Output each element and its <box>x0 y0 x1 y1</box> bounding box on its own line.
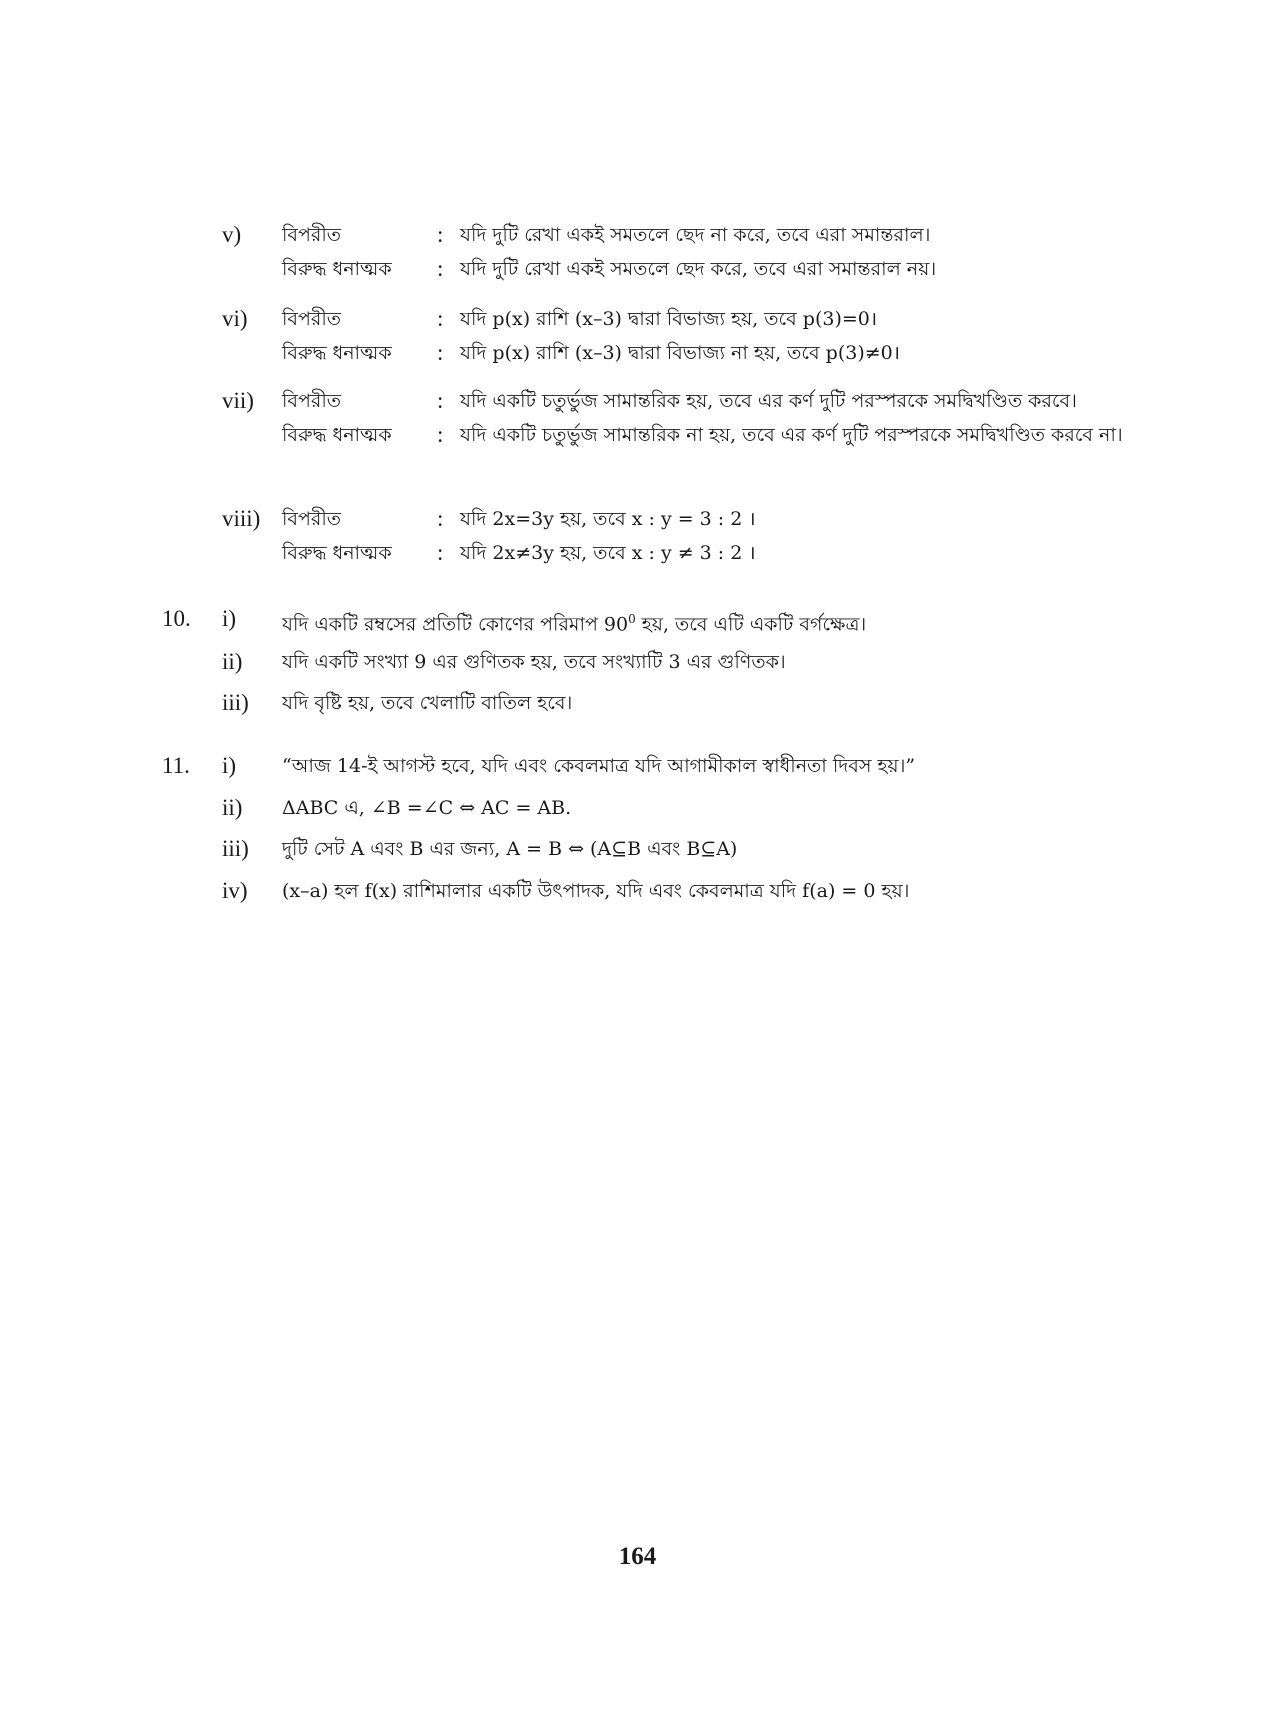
inverse-statement: যদি একটি চতুর্ভুজ সামান্তরিক না হয়, তবে এর কর্ণ দুটি পরস্পরকে সমদ্বিখণ্ডিত করবে না। <box>460 424 1123 446</box>
converse-label: বিপরীত <box>282 224 342 246</box>
sub-numeral: iv) <box>222 878 248 903</box>
converse-statement: যদি দুটি রেখা একই সমতলে ছেদ না করে, তবে এরা সমান্তরাল। <box>460 224 931 246</box>
q11-item-iii <box>0 832 1275 866</box>
colon: : <box>437 506 444 531</box>
pair-vi <box>222 302 1182 370</box>
text-part: যদি একটি রম্বসের প্রতিটি কোণের পরিমাপ 90 <box>282 613 629 636</box>
page-number: 164 <box>618 1543 657 1570</box>
q10-item-ii <box>0 645 1275 679</box>
inverse-label: বিরুদ্ধ ধনাত্মক <box>282 258 392 280</box>
question-number: 10. <box>162 606 191 631</box>
converse-line <box>222 302 1182 336</box>
converse-statement: যদি একটি চতুর্ভুজ সামান্তরিক হয়, তবে এর কর্ণ দুটি পরস্পরকে সমদ্বিখণ্ডিত করবে। <box>460 390 1077 412</box>
colon: : <box>437 256 444 281</box>
pair-vii <box>222 384 1182 488</box>
roman-numeral: viii) <box>222 506 261 531</box>
converse-statement: যদি 2x=3y হয়, তবে x : y = 3 : 2 । <box>460 508 756 530</box>
inverse-statement: যদি দুটি রেখা একই সমতলে ছেদ করে, তবে এরা সমান্তরাল নয়। <box>460 258 937 280</box>
q11-item-i <box>0 749 1275 783</box>
inverse-label: বিরুদ্ধ ধনাত্মক <box>282 342 392 364</box>
sub-numeral: i) <box>222 753 237 778</box>
colon: : <box>437 422 444 447</box>
roman-numeral: v) <box>222 222 242 247</box>
inverse-line <box>222 536 1182 570</box>
sub-numeral: i) <box>222 606 237 631</box>
colon: : <box>437 340 444 365</box>
question-text: দুটি সেট A এবং B এর জন্য, A = B ⇔ (A⊆B এবং B⊆A) <box>282 838 738 860</box>
colon: : <box>437 540 444 565</box>
roman-numeral: vii) <box>222 388 254 413</box>
converse-label: বিপরীত <box>282 308 342 330</box>
question-text: “আজ 14-ই আগস্ট হবে, যদি এবং কেবলমাত্র যদি আগামীকাল স্বাধীনতা দিবস হয়।” <box>282 755 916 777</box>
converse-line <box>222 384 1182 418</box>
inverse-line <box>222 252 1182 286</box>
sub-numeral: iii) <box>222 836 249 861</box>
inverse-statement: যদি p(x) রাশি (x–3) দ্বারা বিভাজ্য না হয়, তবে p(3)≠0। <box>460 342 900 364</box>
text-part: হয়, তবে এটি একটি বর্গক্ষেত্র। <box>635 613 867 636</box>
q10-item-iii <box>0 686 1275 720</box>
pair-v <box>222 218 1182 286</box>
colon: : <box>437 388 444 413</box>
roman-numeral: vi) <box>222 306 248 331</box>
colon: : <box>437 222 444 247</box>
question-text: (x–a) হল f(x) রাশিমালার একটি উৎপাদক, যদি এবং কেবলমাত্র যদি f(a) = 0 হয়। <box>282 880 910 902</box>
question-text <box>282 602 866 641</box>
sub-numeral: ii) <box>222 795 243 820</box>
q11-item-ii <box>0 791 1275 825</box>
inverse-line <box>222 336 1182 370</box>
q11-item-iv <box>0 874 1275 908</box>
question-text: যদি একটি সংখ্যা 9 এর গুণিতক হয়, তবে সংখ্যাটি 3 এর গুণিতক। <box>282 651 786 673</box>
sub-numeral: iii) <box>222 690 249 715</box>
question-text: যদি বৃষ্টি হয়, তবে খেলাটি বাতিল হবে। <box>282 692 573 714</box>
converse-label: বিপরীত <box>282 390 342 412</box>
q10-item-i <box>0 602 1275 636</box>
degree-superscript: 0 <box>628 612 636 626</box>
converse-line <box>222 502 1182 536</box>
pair-viii <box>222 502 1182 570</box>
inverse-line <box>222 418 1182 488</box>
converse-label: বিপরীত <box>282 508 342 530</box>
converse-statement: যদি p(x) রাশি (x–3) দ্বারা বিভাজ্য হয়, তবে p(3)=0। <box>460 308 878 330</box>
colon: : <box>437 306 444 331</box>
question-number: 11. <box>162 753 190 778</box>
converse-line <box>222 218 1182 252</box>
inverse-label: বিরুদ্ধ ধনাত্মক <box>282 424 392 446</box>
question-text: ΔABC এ, ∠B =∠C ⇔ AC = AB. <box>282 797 572 819</box>
inverse-label: বিরুদ্ধ ধনাত্মক <box>282 542 392 564</box>
inverse-statement: যদি 2x≠3y হয়, তবে x : y ≠ 3 : 2 । <box>460 542 756 564</box>
sub-numeral: ii) <box>222 649 243 674</box>
